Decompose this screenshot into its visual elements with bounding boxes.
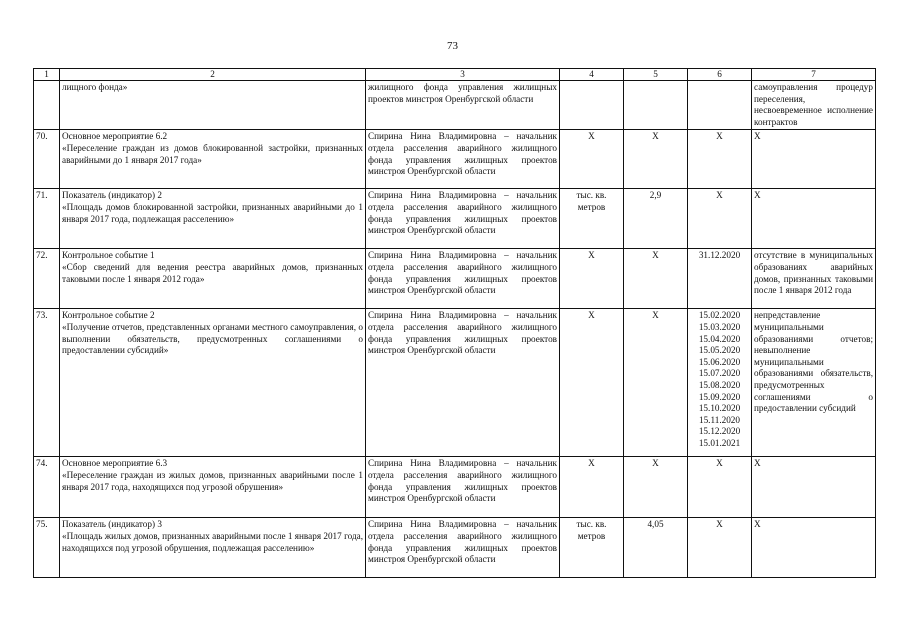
table-row	[34, 249, 876, 309]
table-row	[34, 130, 876, 189]
event-name-cell: лищного фонда»	[60, 81, 366, 130]
responsible-cell: Спирина Нина Владимировна – начальник отдела расселения аварийного жилищного фонда управления жилищных проектов минстроя Оренбургской области	[366, 457, 560, 518]
event-title: Показатель (индикатор) 2	[62, 190, 162, 201]
risk-cell: Х	[752, 518, 876, 578]
table-header-row	[34, 69, 876, 81]
column-header: 6	[688, 69, 752, 81]
date-item: 15.09.2020	[698, 391, 741, 402]
date-item: 15.07.2020	[698, 368, 741, 379]
date-item: 15.03.2020	[698, 321, 741, 332]
unit-cell: тыс. кв. метров	[560, 518, 624, 578]
date-item: 15.04.2020	[698, 333, 741, 344]
row-number-cell: 72.	[34, 249, 60, 309]
unit-cell	[560, 81, 624, 130]
unit-cell: тыс. кв. метров	[560, 189, 624, 249]
responsible-cell: жилищного фонда управления жилищных проектов минстроя Оренбургской области	[366, 81, 560, 130]
date-cell: Х	[688, 457, 752, 518]
risk-cell: Х	[752, 130, 876, 189]
date-item: 15.02.2020	[698, 310, 741, 321]
value-cell: 4,05	[624, 518, 688, 578]
event-description: «Площадь жилых домов, признанных аварийными после 1 января 2017 года, находящихся под угрозой обрушения, подлежащая расселению»	[62, 530, 363, 553]
event-name-cell	[60, 130, 366, 189]
event-title: Контрольное событие 1	[62, 250, 155, 261]
value-cell: Х	[624, 309, 688, 457]
unit-cell: Х	[560, 130, 624, 189]
table-row	[34, 309, 876, 457]
risk-cell: непредставление муниципальными образованиями отчетов; невыполнение муниципальными образованиями обязательств, предусмотренных соглашениями о предоставлении субсидий	[752, 309, 876, 457]
date-item: 15.10.2020	[698, 403, 741, 414]
column-header: 1	[34, 69, 60, 81]
date-item: 15.08.2020	[698, 379, 741, 390]
event-description: «Площадь домов блокированной застройки, признанных аварийными до 1 января 2017 года, подлежащая расселению»	[62, 201, 363, 224]
date-item: 15.12.2020	[698, 426, 741, 437]
date-item: 15.11.2020	[698, 414, 740, 425]
risk-cell: отсутствие в муниципальных образованиях аварийных домов, признанных таковыми после 1 января 2012 года	[752, 249, 876, 309]
event-name-cell	[60, 309, 366, 457]
action-plan-table	[33, 68, 876, 578]
event-title: Основное мероприятие 6.2	[62, 131, 168, 142]
responsible-cell: Спирина Нина Владимировна – начальник отдела расселения аварийного жилищного фонда управления жилищных проектов минстроя Оренбургской области	[366, 189, 560, 249]
column-header: 5	[624, 69, 688, 81]
responsible-cell: Спирина Нина Владимировна – начальник отдела расселения аварийного жилищного фонда управления жилищных проектов минстроя Оренбургской области	[366, 309, 560, 457]
event-title: Показатель (индикатор) 3	[62, 519, 162, 530]
responsible-cell: Спирина Нина Владимировна – начальник отдела расселения аварийного жилищного фонда управления жилищных проектов минстроя Оренбургской области	[366, 518, 560, 578]
risk-cell: Х	[752, 457, 876, 518]
risk-cell: Х	[752, 189, 876, 249]
event-name-cell	[60, 457, 366, 518]
date-item: 15.06.2020	[698, 356, 741, 367]
event-name-cell	[60, 189, 366, 249]
column-header: 7	[752, 69, 876, 81]
event-description: «Переселение граждан из жилых домов, признанных аварийными после 1 января 2017 года, находящихся под угрозой обрушения»	[62, 469, 363, 492]
event-title: Контрольное событие 2	[62, 310, 155, 321]
page-number: 73	[447, 40, 458, 52]
date-cell: 31.12.2020	[688, 249, 752, 309]
table-row	[34, 457, 876, 518]
row-number-cell	[34, 81, 60, 130]
date-item: 15.01.2021	[698, 437, 741, 448]
unit-cell: Х	[560, 457, 624, 518]
row-number-cell: 70.	[34, 130, 60, 189]
event-name-cell	[60, 249, 366, 309]
event-description: «Сбор сведений для ведения реестра аварийных домов, признанных таковыми после 1 января 2012 года»	[62, 261, 363, 284]
row-number-cell: 71.	[34, 189, 60, 249]
row-number-cell: 73.	[34, 309, 60, 457]
responsible-cell: Спирина Нина Владимировна – начальник отдела расселения аварийного жилищного фонда управления жилищных проектов минстроя Оренбургской области	[366, 249, 560, 309]
event-title: Основное мероприятие 6.3	[62, 458, 168, 469]
value-cell: Х	[624, 130, 688, 189]
row-number-cell: 75.	[34, 518, 60, 578]
column-header: 2	[60, 69, 366, 81]
row-number-cell: 74.	[34, 457, 60, 518]
responsible-cell: Спирина Нина Владимировна – начальник отдела расселения аварийного жилищного фонда управления жилищных проектов минстроя Оренбургской области	[366, 130, 560, 189]
date-cell	[688, 81, 752, 130]
column-header: 4	[560, 69, 624, 81]
event-description: «Переселение граждан из домов блокированной застройки, признанных аварийными до 1 января 2017 года»	[62, 142, 363, 165]
continuation-row	[34, 81, 876, 130]
date-item: 15.05.2020	[698, 345, 741, 356]
date-cell: Х	[688, 189, 752, 249]
risk-cell: самоуправления процедур переселения, несвоевременное исполнение контрактов	[752, 81, 876, 130]
unit-cell: Х	[560, 309, 624, 457]
event-description: «Получение отчетов, представленных органами местного самоуправления, о выполнении обязательств, предусмотренных соглашениями о предоставлении субсидий»	[62, 321, 363, 356]
unit-cell: Х	[560, 249, 624, 309]
column-header: 3	[366, 69, 560, 81]
date-list-cell	[688, 309, 752, 457]
value-cell: 2,9	[624, 189, 688, 249]
date-cell: Х	[688, 518, 752, 578]
value-cell: Х	[624, 457, 688, 518]
table-row	[34, 518, 876, 578]
table-row	[34, 189, 876, 249]
value-cell	[624, 81, 688, 130]
value-cell: Х	[624, 249, 688, 309]
date-cell: Х	[688, 130, 752, 189]
event-name-cell	[60, 518, 366, 578]
